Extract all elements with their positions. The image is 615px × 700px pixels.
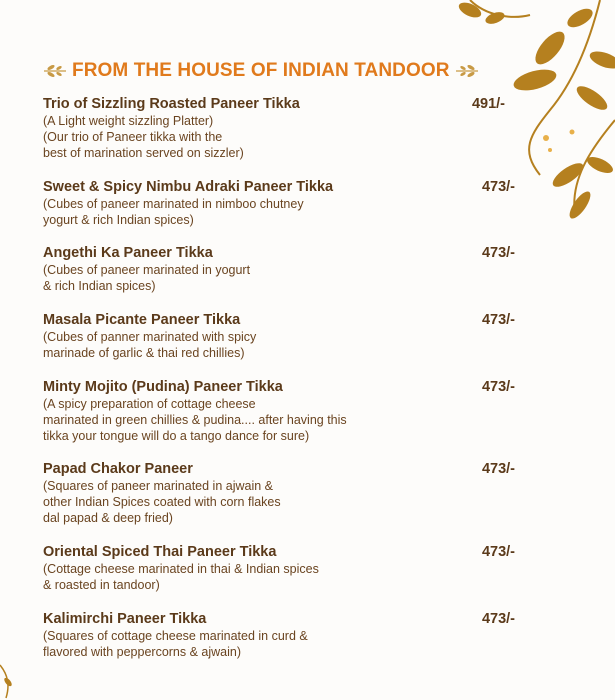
item-price: 473/- [481, 611, 515, 627]
item-name: Trio of Sizzling Roasted Paneer Tikka [43, 96, 300, 112]
item-name: Sweet & Spicy Nimbu Adraki Paneer Tikka [43, 179, 334, 195]
item-name: Minty Mojito (Pudina) Paneer Tikka [43, 379, 283, 395]
item-description: (Cubes of panner marinated with spicy marinade of garlic & thai red chillies) [43, 330, 257, 360]
item-description: (Squares of paneer marinated in ajwain & other Indian Spices coated with corn flakes dal papad & deep fried) [43, 479, 281, 525]
leaf-corner-decoration [0, 660, 40, 700]
item-description: (Squares of cottage cheese marinated in curd & flavored with peppercorns & ajwain) [43, 629, 308, 659]
item-price: 473/- [481, 379, 515, 395]
section-header [42, 56, 512, 86]
item-description: (Cubes of paneer marinated in nimboo chutney yogurt & rich Indian spices) [43, 197, 304, 227]
item-description: (Cubes of paneer marinated in yogurt & rich Indian spices) [43, 263, 251, 293]
item-price: 473/- [481, 461, 515, 477]
item-name: Oriental Spiced Thai Paneer Tikka [43, 544, 277, 560]
item-description: (A spicy preparation of cottage cheese marinated in green chillies & pudina.... after having this tikka your tongue will do a tango dance for sure) [43, 397, 347, 443]
item-price: 473/- [481, 245, 515, 261]
menu-item [43, 311, 515, 361]
item-price: 473/- [481, 544, 515, 560]
menu-item [43, 610, 515, 660]
item-name: Kalimirchi Paneer Tikka [43, 611, 207, 627]
menu-item [43, 178, 515, 228]
item-price: 473/- [481, 179, 515, 195]
menu-item [43, 95, 515, 161]
sprig-right-icon [454, 63, 480, 79]
sprig-left-icon [42, 63, 68, 79]
menu-item [43, 460, 515, 526]
page-title: FROM THE HOUSE OF INDIAN TANDOOR [72, 60, 450, 81]
item-name: Masala Picante Paneer Tikka [43, 312, 241, 328]
item-description: (A Light weight sizzling Platter) (Our trio of Paneer tikka with the best of marination served on sizzler) [43, 114, 244, 160]
menu-item [43, 543, 515, 593]
item-price: 491/- [471, 96, 505, 112]
item-description: (Cottage cheese marinated in thai & Indian spices & roasted in tandoor) [43, 562, 319, 592]
menu-item [43, 244, 515, 294]
item-name: Papad Chakor Paneer [43, 461, 193, 477]
item-name: Angethi Ka Paneer Tikka [43, 245, 213, 261]
item-price: 473/- [481, 312, 515, 328]
menu-item [43, 378, 515, 444]
